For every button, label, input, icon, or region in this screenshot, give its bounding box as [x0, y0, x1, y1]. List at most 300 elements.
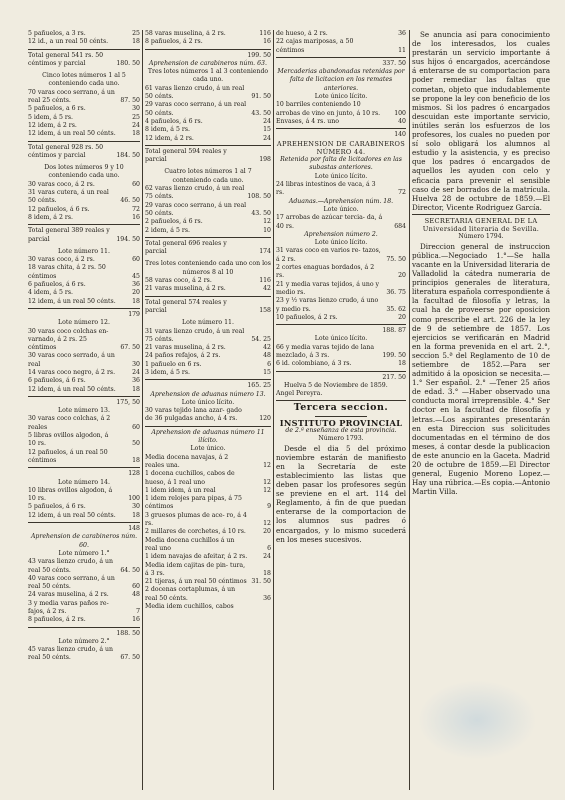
item-amount: 60: [132, 180, 140, 188]
item-description: 4 idem, á 5 rs.: [28, 289, 73, 297]
item-amount: 15: [263, 368, 271, 376]
ledger-row: [145, 562, 271, 579]
item-amount: 48: [132, 591, 140, 599]
ledger-row: [145, 328, 271, 345]
item-amount: 67. 50: [120, 344, 140, 352]
subtotal: 128: [128, 470, 140, 478]
item-amount: 60: [132, 423, 140, 431]
item-amount: 24: [263, 117, 271, 125]
ledger-row: [28, 114, 140, 122]
item-description: 14 varas coco negro, á 2 rs.: [28, 368, 116, 376]
ledger-row: [145, 578, 271, 586]
item-description: 12 idem, á un real 50 cénts.: [28, 511, 116, 519]
item-amount: 12: [263, 218, 271, 226]
section-heading: Aprehension de aduanas número 13.: [150, 390, 266, 398]
ledger-list: [28, 487, 140, 520]
ledger-row: [28, 487, 140, 504]
ledger-list: [276, 214, 406, 231]
ledger-row: [28, 646, 140, 663]
ledger-row: [276, 314, 406, 322]
ledger-row: [28, 256, 140, 264]
item-amount: 120: [259, 415, 271, 423]
ledger-row: [28, 214, 140, 222]
item-amount: 16: [132, 616, 140, 624]
ledger-row: [145, 361, 271, 369]
section-heading: Aprehension de carabineros núm. 63.: [149, 59, 267, 67]
signature-date: Huelva 5 de Noviembre de 1859. Angel Pereyra.: [276, 381, 388, 398]
total-amount: 180. 50: [116, 59, 140, 67]
item-description: 1 idem relojes para pipas, á 75 céntimos: [145, 495, 242, 511]
item-description: 58 varas coco, á 2 rs.: [145, 277, 212, 285]
item-description: 30 varas coco, á 2 rs.: [28, 180, 95, 188]
ledger-row: [28, 206, 140, 214]
total-label: Total general 541 rs. 50 céntimos y parcial: [28, 51, 104, 67]
ledger-row: [145, 126, 271, 134]
lot-title: Lote número 1.°: [58, 549, 110, 557]
item-description: 4 pañuelos, á 6 rs.: [145, 117, 203, 125]
item-amount: 12: [263, 461, 271, 469]
ledger-row: [145, 528, 271, 536]
item-description: 2 cortes enaguas bordados, á 2 rs.: [276, 264, 375, 280]
ledger-list: [28, 558, 140, 624]
ledger-row: [145, 85, 271, 102]
total-row: [145, 299, 271, 316]
item-description: 45 varas lienzo crudo, á un real 50 cénts.: [28, 646, 114, 662]
lot-title: Lote número 11.: [182, 319, 234, 327]
ledger-list: [276, 30, 406, 55]
ledger-row: [28, 432, 140, 449]
item-amount: 24: [263, 553, 271, 561]
ledger-row: [28, 600, 140, 617]
ledger-list: [276, 344, 406, 369]
lot-title: Lote número 14.: [58, 478, 110, 486]
total-amount: 198: [259, 156, 271, 164]
ledger-list: [28, 646, 140, 663]
ledger-row: [276, 30, 406, 38]
lot-intro: Tres lotes números 1 al 3 conteniendo cada uno.: [147, 68, 269, 84]
item-description: 18 varas chita, á 2 rs. 50 céntimos: [28, 264, 106, 280]
item-description: 43 varas lienzo crudo, á un real 50 cénts.: [28, 558, 114, 574]
item-amount: 20: [398, 313, 406, 321]
item-description: 21 y media varas tejidos, á uno y medio rs.: [276, 280, 380, 296]
ledger-row: [28, 591, 140, 599]
item-amount: 18: [132, 511, 140, 519]
item-amount: 18: [263, 569, 271, 577]
item-amount: 24: [132, 121, 140, 129]
ledger-row: [28, 181, 140, 189]
item-amount: 43. 50: [251, 209, 271, 217]
item-description: 30 varas tejido lana azar- gado de 36 pulgadas ancho, á 4 rs.: [145, 407, 242, 423]
item-description: 12 pañuelos, á un real 50 céntimos: [28, 448, 108, 464]
item-description: 3 gruesos plumas de ace- ro, á 4 rs.: [145, 511, 247, 528]
item-description: 62 varas lienzo crudo, á un real 75 cénts.: [145, 185, 245, 201]
total-amount: 194. 50: [116, 235, 140, 243]
item-amount: 54. 25: [251, 335, 271, 343]
item-description: 12 pañuelos, á 6 rs.: [28, 205, 90, 213]
item-amount: 684: [394, 222, 406, 230]
ledger-row: [145, 285, 271, 293]
item-amount: 16: [132, 213, 140, 221]
section-heading: SECRETARIA GENERAL DE LA Universidad literaria de Sevilla.: [422, 216, 540, 234]
item-description: 61 varas lienzo crudo, á un real 50 cénts.: [145, 84, 245, 101]
item-description: 2 idem, á 5 rs.: [145, 226, 190, 234]
column-rule-2: [273, 30, 274, 790]
ledger-row: [28, 558, 140, 575]
item-amount: 31. 50: [251, 578, 271, 586]
item-description: 12 idem, á 2 rs.: [28, 121, 77, 129]
ledger-row: [276, 281, 406, 298]
item-amount: 20: [263, 528, 271, 536]
item-amount: 108. 50: [247, 193, 271, 201]
ledger-list: [276, 247, 406, 322]
ledger-row: [28, 122, 140, 130]
item-description: 2 pañuelos, á 6 rs.: [145, 218, 203, 226]
column-3: [276, 30, 406, 794]
item-description: 3 idem, á 5 rs.: [145, 368, 190, 376]
item-description: Envases, á 4 rs. uno: [276, 117, 339, 125]
ledger-list: [28, 328, 140, 394]
ledger-row: [145, 38, 271, 46]
item-amount: 18: [132, 385, 140, 393]
item-amount: 35. 62: [386, 305, 406, 313]
notice-body: Se anuncia así para conocimiento de los interesados, los cuales prestarán un servicio importante á sus hijos ó encargados, acercándose á enterarse de su comportacion para poder remediar las faltas que cometan, objeto que indudablemente se propone la ley con beneficio de los mismos. Si los padres ó encargados descuidan este importante servicio, inútiles serán los esfuerzos de los profesores, los cuales no pueden por sí solo obligará los alumnos al estudio y la asistencia, y es preciso que los padres ó encargados de aquellos les ayuden con celo y eficacia para prevenir el sensible caso de ser borrados de la matrícula. Huelva 28 de octubre de 1859.—El Director, Vicente Rodriguez García.: [412, 30, 550, 212]
ledger-row: [28, 512, 140, 520]
ledger-list: [276, 101, 406, 126]
item-description: 29 varas coco serrano, á un real 50 cénts.: [145, 201, 247, 217]
section-heading: Aduanas.—Aprehension núm. 18.: [288, 197, 394, 205]
item-description: 10 libras ovillos algodon, á 10 rs.: [28, 486, 113, 503]
item-amount: 46. 50: [120, 197, 140, 205]
item-amount: 72: [132, 205, 140, 213]
item-amount: 36: [132, 281, 140, 289]
total-row: [28, 52, 140, 69]
item-amount: 18: [398, 360, 406, 368]
lot-intro: Dos lotes números 9 y 10 conteniendo cada uno.: [44, 164, 124, 180]
ledger-list: [145, 277, 271, 294]
item-description: 31 varas cutera, á un real 50 cénts.: [28, 189, 109, 205]
ledger-row: [28, 89, 140, 106]
ledger-row: [276, 264, 406, 281]
lot-intro: Cinco lotes números 1 al 5 conteniendo cada uno.: [42, 72, 126, 88]
ledger-row: [28, 352, 140, 369]
ledger-row: [28, 298, 140, 306]
item-amount: 43. 50: [251, 109, 271, 117]
ledger-row: [145, 553, 271, 561]
ledger-row: [276, 214, 406, 231]
ledger-row: [145, 202, 271, 219]
item-description: 29 varas coco serrano, á un real 50 cénts.: [145, 101, 247, 117]
item-amount: 12: [263, 520, 271, 528]
ledger-list: [28, 181, 140, 222]
ledger-row: [28, 264, 140, 281]
item-description: 22 cajas mariposas, a 50 céntimos: [276, 38, 354, 54]
item-amount: 50: [132, 440, 140, 448]
item-description: Media idem cajitas de pin- tura, á 3 rs.: [145, 561, 246, 577]
item-description: 24 varas muselina, á 2 rs.: [28, 591, 109, 599]
item-description: 70 varas coco serrano, á un real 25 cénts.: [28, 88, 115, 105]
ledger-row: [276, 297, 406, 314]
ledger-list: [276, 181, 406, 198]
item-description: 58 varas muselina, á 2 rs.: [145, 30, 226, 37]
total-label: Total general 594 reales y parcial: [145, 147, 227, 164]
item-description: 31 varas lienzo crudo, á un real 75 cénts.: [145, 327, 245, 343]
item-amount: 100: [394, 109, 406, 117]
lot-title: Lote único lícito.: [314, 172, 368, 180]
section-heading: Aprehension de aduanas número 11 ilícito.: [151, 428, 265, 445]
item-description: 6 pañuelos, á 6 rs.: [28, 377, 86, 385]
item-description: Media idem cuchillos, cabos: [145, 603, 234, 610]
total-amount: 184. 50: [116, 151, 140, 159]
ledger-row: [28, 616, 140, 624]
item-amount: 72: [398, 189, 406, 197]
notice-body: Direccion general de instruccion pública.—Negociado 1.°—Se halla vacante en la Universidad literaria de Valladolid la cátedra numeraria de principios generales de literatura, literatura española correspondiente á la facultad de filosofía y letras, la cual ha de proveerse por oposicion como prescribe el art. 226 de la ley de 9 de setiembre de 1857. Los ejercicios se verificarán en Madrid en la forma prevenida en el art. 2.°, seccion 5.ª del Reglamento de 10 de setiembre de 1852.—Para ser admitido á la oposicion se necesita.—1.° Ser español. 2.° —Tener 25 años de edad. 3.° —Haber observado una conducta moral irreprensible. 4.° Ser doctor en la facultad de filosofía y letras.—Los aspirantes presentarán en esta Direccion sus solicitudes documentadas en el término de dos meses, á contar desde la publicacion de este anuncio en la Gaceta. Madrid 20 de octubre de 1859.—El Director general, Eugenio Moreno Lopez.—Hay una rúbrica.—Es copia.—Antonio Martin Villa.: [412, 241, 550, 497]
item-amount: 15: [263, 126, 271, 134]
subtotal: 165. 25: [247, 382, 271, 390]
item-amount: 25: [132, 113, 140, 121]
item-description: 3 y media varas paños re- fajos, á 2 rs.: [28, 599, 109, 615]
ledger-row: [145, 407, 271, 424]
item-amount: 18: [132, 130, 140, 138]
item-amount: 36: [132, 377, 140, 385]
subtotal: 217. 50: [382, 373, 406, 381]
item-description: 12 idem, á 2 rs.: [145, 134, 194, 142]
item-description: 23 y ½ varas lienzo crudo, á uno y medio rs.: [276, 297, 379, 313]
ledger-row: [276, 344, 406, 361]
item-description: 6 id. colombiano, á 3 rs.: [276, 360, 352, 368]
item-description: 5 idem, á 5 rs.: [28, 113, 73, 121]
item-description: 5 pañuelos, a 6 rs.: [28, 105, 86, 113]
ledger-row: [145, 227, 271, 235]
item-amount: 12: [263, 486, 271, 494]
ledger-list: [145, 85, 271, 143]
item-amount: 20: [132, 289, 140, 297]
item-amount: 6: [267, 360, 271, 368]
section-heading: Aprehension número 2.: [304, 230, 378, 238]
ledger-row: [145, 512, 271, 529]
item-amount: 18: [132, 38, 140, 46]
lot-title: Lote único.: [323, 205, 359, 213]
item-description: 30 varas coco serrado, á un real: [28, 352, 115, 368]
ledger-row: [28, 377, 140, 385]
ledger-row: [145, 495, 271, 512]
ledger-row: [276, 360, 406, 368]
item-description: 24 paños refajos, á 2 rs.: [145, 352, 221, 360]
item-description: 12 id., a un real 50 cénts.: [28, 38, 109, 46]
item-description: 40 varas coco serrano, á un real 50 cénts.: [28, 574, 115, 591]
ledger-list: [145, 454, 271, 612]
total-row: [145, 148, 271, 165]
item-description: 12 idem, á un real 50 cénts.: [28, 130, 116, 138]
lot-title: Lote número 11.: [58, 247, 110, 255]
item-description: 1 docena cuchillos, cabos de hueso, á 1 real uno: [145, 470, 235, 486]
item-amount: 40: [398, 117, 406, 125]
item-description: 5 libras ovillos algodon, á 10 rs.: [28, 432, 109, 448]
ledger-list: [145, 407, 271, 424]
item-description: 21 tijeras, á un real 50 céntimos: [145, 578, 247, 586]
item-description: 1 idem navajas de afeitar, á 2 rs.: [145, 553, 248, 561]
item-amount: 18: [132, 297, 140, 305]
ledger-row: [145, 118, 271, 126]
ledger-row: [145, 352, 271, 360]
item-description: 8 idem, á 2 rs.: [28, 213, 73, 221]
item-description: Media docena cuchillos á un real uno: [145, 536, 235, 552]
total-label: Total general 928 rs. 50 céntimos y parcial: [28, 143, 104, 159]
ledger-row: [145, 470, 271, 487]
ledger-row: [145, 344, 271, 352]
item-description: 8 pañuelos, á 2 rs.: [28, 616, 86, 624]
section-heading: Aprehension de carabineros núm. 60.: [30, 533, 138, 549]
item-amount: 42: [263, 344, 271, 352]
item-amount: 42: [263, 285, 271, 293]
item-amount: 11: [398, 46, 406, 54]
subtotal: 175, 50: [116, 398, 140, 406]
item-amount: 6: [267, 544, 271, 552]
item-description: Media docena navajas, á 2 reales una.: [145, 453, 229, 469]
institution-title: INSTITUTO PROVINCIAL: [279, 417, 403, 428]
item-description: 30 varas coco colchas, á 2 reales: [28, 415, 111, 431]
ledger-row: [145, 101, 271, 118]
item-amount: 48: [263, 352, 271, 360]
column-4: [412, 30, 550, 794]
item-amount: 199. 50: [382, 351, 406, 359]
item-amount: 36: [398, 30, 406, 37]
ledger-row: [28, 281, 140, 289]
column-rule-3: [409, 30, 410, 790]
item-amount: 18: [132, 456, 140, 464]
ledger-row: [145, 218, 271, 226]
item-amount: 10: [263, 226, 271, 234]
total-row: [145, 240, 271, 257]
item-description: 5 pañuelos, á 6 rs.: [28, 503, 86, 511]
ledger-row: [145, 135, 271, 143]
item-amount: 30: [132, 503, 140, 511]
ledger-list: [28, 415, 140, 465]
item-amount: 100: [128, 495, 140, 503]
item-description: 30 varas coco, á 2 rs.: [28, 256, 95, 264]
item-amount: 64. 50: [120, 566, 140, 574]
item-description: 2 docenas cortaplumas, á un real 50 cénts.: [145, 586, 236, 602]
item-description: 30 varas coco colchas en- varnado, á 2 rs. 25 céntimos: [28, 327, 109, 352]
ledger-row: [28, 289, 140, 297]
ledger-row: [28, 503, 140, 511]
ledger-row: [276, 101, 406, 118]
item-description: 1 idem idem, á un real: [145, 486, 216, 494]
item-amount: 12: [263, 478, 271, 486]
ledger-list: [28, 89, 140, 139]
item-amount: 25: [132, 30, 140, 37]
ledger-row: [145, 586, 271, 603]
ledger-row: [276, 181, 406, 198]
item-description: 2 millares de corchetes, á 10 rs.: [145, 528, 246, 536]
item-amount: 60: [132, 583, 140, 591]
ledger-row: [145, 185, 271, 202]
item-description: 8 pañuelos, á 2 rs.: [145, 38, 203, 46]
ledger-list: [145, 185, 271, 235]
item-amount: 30: [132, 360, 140, 368]
ledger-row: [28, 189, 140, 206]
ledger-list: [28, 256, 140, 306]
total-label: Total general 696 reales y parcial: [145, 239, 227, 256]
total-label: Total general 389 reales y parcial: [28, 227, 110, 243]
institution-subtitle: de 2.ª enseñanza de esta provincia.: [285, 427, 397, 435]
lot-intro: Tres lotes conteniendo cada uno con los números 8 al 10: [145, 260, 271, 276]
subtotal: 148: [128, 525, 140, 533]
subtotal: 337. 50: [382, 59, 406, 67]
item-amount: 75. 50: [386, 255, 406, 263]
subtotal: 188. 50: [116, 629, 140, 637]
ledger-row: [276, 247, 406, 264]
ledger-row: [28, 369, 140, 377]
lot-title: Lote número 13.: [58, 407, 110, 415]
item-amount: 45: [132, 272, 140, 280]
ledger-row: [28, 415, 140, 432]
section-note: Retenida por falta de licitadores en las subastas anteriores.: [280, 156, 402, 172]
lot-title: Lote número 12.: [58, 319, 110, 327]
item-description: 21 varas muselina, á 2 rs.: [145, 344, 226, 352]
ledger-list: [145, 328, 271, 378]
item-amount: 91. 50: [251, 93, 271, 101]
ledger-row: [28, 328, 140, 353]
section-note: Mercaderias abandonadas retenidas por falta de licitacion en los remates anteriores.: [277, 68, 405, 92]
item-description: 1 pañuelo en 6 rs.: [145, 360, 202, 368]
ledger-row: [28, 130, 140, 138]
item-amount: 116: [259, 277, 271, 285]
item-amount: 9: [267, 503, 271, 511]
item-description: de hueso, á 2 rs.: [276, 30, 328, 37]
item-amount: 60: [132, 256, 140, 264]
notice-number: Número 1794.: [458, 233, 504, 241]
ledger-row: [145, 603, 271, 611]
item-description: 12 idem, á un real 50 cénts.: [28, 297, 116, 305]
ledger-list: [145, 30, 271, 47]
item-description: 21 varas muselina, á 2 rs.: [145, 285, 226, 293]
notice-body: Desde el dia 5 del próximo noviembre estarán de manifiesto en la Secretaría de este establecimiento las listas que deben pasar los profesores según se previene en el art. 114 del Reglamento, á fin de que puedan enterarse de la comportacion de los alumnos sus padres ó encargados, y lo mismo sucederá en los meses sucesivos.: [276, 443, 406, 544]
item-amount: 24: [132, 368, 140, 376]
item-amount: 16: [263, 38, 271, 46]
lot-intro: Cuatro lotes números 1 al 7 conteniendo cada uno.: [164, 168, 252, 184]
column-1: [28, 30, 140, 794]
item-amount: 30: [132, 105, 140, 113]
lot-title: Lote número 2.°: [58, 637, 110, 645]
ledger-row: [28, 386, 140, 394]
item-amount: 87. 50: [120, 97, 140, 105]
item-description: 8 idem, á 5 rs.: [145, 126, 190, 134]
ledger-row: [28, 449, 140, 466]
item-amount: 36: [263, 594, 271, 602]
ledger-row: [145, 30, 271, 38]
section-heading: APREHENSION DE CARABINEROS NÚMERO 44.: [276, 139, 406, 156]
ledger-list: [28, 30, 140, 47]
item-description: 24 libras intestinos de vaca, á 3 rs.: [276, 181, 376, 197]
lot-title: Lote único.: [190, 445, 226, 453]
ledger-row: [28, 105, 140, 113]
column-rule-1: [142, 30, 143, 790]
item-amount: 24: [263, 134, 271, 142]
ledger-row: [28, 30, 140, 38]
subtotal: 179: [128, 310, 140, 318]
item-description: 5 pañuelos, a 3 rs.: [28, 30, 86, 37]
total-amount: 158: [259, 306, 271, 314]
item-amount: 7: [136, 608, 140, 615]
ledger-row: [145, 454, 271, 471]
ledger-row: [145, 487, 271, 495]
item-description: 12 idem, á un real 50 cénts.: [28, 385, 116, 393]
section-title: Tercera seccion.: [293, 402, 389, 414]
subtotal: 199. 50: [247, 51, 271, 59]
lot-title: Lote único lícito.: [181, 398, 235, 406]
item-description: 66 y media varas tejido de lana mezclado, á 3 rs.: [276, 343, 375, 359]
lot-title: Lote único lícito.: [314, 239, 368, 247]
